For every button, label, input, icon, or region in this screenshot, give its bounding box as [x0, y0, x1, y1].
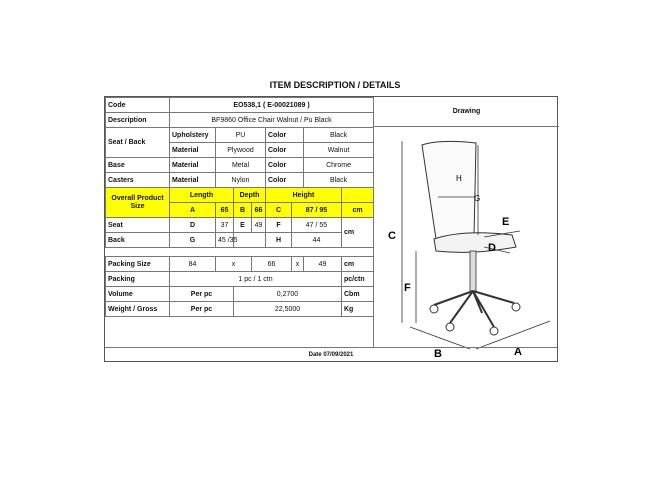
per-pc: Per pc	[170, 302, 234, 317]
color-value: Chrome	[304, 158, 374, 173]
base-row	[106, 158, 374, 173]
attr-key: Material	[170, 158, 216, 173]
dim-letter: A	[170, 203, 216, 218]
dim-value: 87 / 95	[292, 203, 342, 218]
attr-value: Metal	[216, 158, 266, 173]
overall-size-label: Overall Product Size	[106, 188, 170, 218]
color-key: Color	[266, 158, 304, 173]
chair-caster	[512, 303, 520, 311]
weight-label: Weight / Gross	[106, 302, 170, 317]
attr-value: Nylon	[216, 173, 266, 188]
back-label: Back	[106, 233, 170, 248]
part-label: Base	[106, 158, 170, 173]
times-sign: x	[216, 257, 252, 272]
dim-value: 49	[252, 218, 266, 233]
drawing-title: Drawing	[374, 97, 559, 127]
chair-drawing	[374, 127, 559, 360]
spec-sheet	[104, 96, 558, 362]
dim-letter: F	[266, 218, 292, 233]
dim-value: 65	[216, 203, 234, 218]
packing-size-label: Packing Size	[106, 257, 170, 272]
dim-letter: E	[234, 218, 252, 233]
dim-label-c: C	[388, 230, 396, 242]
dim-value: 37	[216, 218, 234, 233]
volume-label: Volume	[106, 287, 170, 302]
pack-width: 66	[252, 257, 292, 272]
dim-label-d: D	[488, 242, 496, 254]
depth-header: Depth	[234, 188, 266, 203]
date-row: Date 07/09/2021	[105, 347, 557, 362]
description-row	[106, 113, 374, 128]
dim-line-a	[476, 321, 550, 349]
dim-label-h: H	[456, 174, 462, 183]
seat-label: Seat	[106, 218, 170, 233]
page-title: ITEM DESCRIPTION / DETAILS	[269, 80, 401, 90]
back-dims-row	[106, 233, 374, 248]
color-value: Black	[304, 173, 374, 188]
attr-value: Plywood	[216, 143, 266, 158]
volume-row	[106, 287, 374, 302]
unit: cm	[342, 257, 374, 272]
chair-caster	[446, 323, 454, 331]
packing-size-row	[106, 257, 374, 272]
dim-label-f: F	[404, 282, 411, 294]
dim-label-e: E	[502, 216, 510, 228]
pack-height: 49	[304, 257, 342, 272]
dim-label-a: A	[514, 346, 522, 358]
volume-value: 0,2700	[234, 287, 342, 302]
spacer	[106, 248, 374, 257]
dim-value: 45 /35	[216, 233, 234, 248]
seat-back-row	[106, 128, 374, 143]
chair-base	[434, 291, 514, 327]
color-key: Color	[266, 143, 304, 158]
dim-letter: H	[266, 233, 292, 248]
dim-value: 66	[252, 203, 266, 218]
weight-row	[106, 302, 374, 317]
attr-key: Material	[170, 173, 216, 188]
yellow-blank	[342, 188, 374, 203]
per-pc: Per pc	[170, 287, 234, 302]
spec-table	[105, 97, 374, 317]
dim-letter: C	[266, 203, 292, 218]
dim-letter: G	[170, 233, 216, 248]
pack-length: 84	[170, 257, 216, 272]
code-label: Code	[106, 98, 170, 113]
code-value: EO538,1 ( E-00021089 )	[170, 98, 374, 113]
description-label: Description	[106, 113, 170, 128]
dim-label-b: B	[434, 348, 442, 360]
chair-caster	[430, 305, 438, 313]
color-value: Walnut	[304, 143, 374, 158]
part-label: Casters	[106, 173, 170, 188]
unit: cm	[342, 203, 374, 218]
unit: cm	[342, 218, 374, 248]
attr-key: Upholstery	[170, 128, 216, 143]
attr-key: Material	[170, 143, 216, 158]
drawing-panel	[373, 97, 558, 360]
unit: Kg	[342, 302, 374, 317]
weight-value: 22,5000	[234, 302, 342, 317]
color-key: Color	[266, 128, 304, 143]
packing-label: Packing	[106, 272, 170, 287]
spacer-row	[106, 248, 374, 257]
packing-row	[106, 272, 374, 287]
dim-letter: D	[170, 218, 216, 233]
dim-value: 44	[292, 233, 342, 248]
unit: pc/ctn	[342, 272, 374, 287]
chair-caster	[490, 327, 498, 335]
length-header: Length	[170, 188, 234, 203]
part-label: Seat / Back	[106, 128, 170, 158]
packing-value: 1 pc / 1 ctn	[170, 272, 342, 287]
unit: Cbm	[342, 287, 374, 302]
dim-line-b	[410, 327, 470, 349]
dim-letter: B	[234, 203, 252, 218]
height-header: Height	[266, 188, 342, 203]
empty-cell	[234, 233, 266, 248]
overall-header-row	[106, 188, 374, 203]
description-value: BF9860 Office Chair Walnut / Pu Black	[170, 113, 374, 128]
dim-label-g: G	[474, 194, 481, 203]
chair-backrest	[422, 141, 476, 240]
seat-dims-row	[106, 218, 374, 233]
chair-gas-lift	[470, 251, 476, 291]
color-key: Color	[266, 173, 304, 188]
code-row	[106, 98, 374, 113]
casters-row	[106, 173, 374, 188]
chair-seat	[434, 233, 516, 253]
attr-value: PU	[216, 128, 266, 143]
dim-value: 47 / 55	[292, 218, 342, 233]
times-sign: x	[292, 257, 304, 272]
color-value: Black	[304, 128, 374, 143]
